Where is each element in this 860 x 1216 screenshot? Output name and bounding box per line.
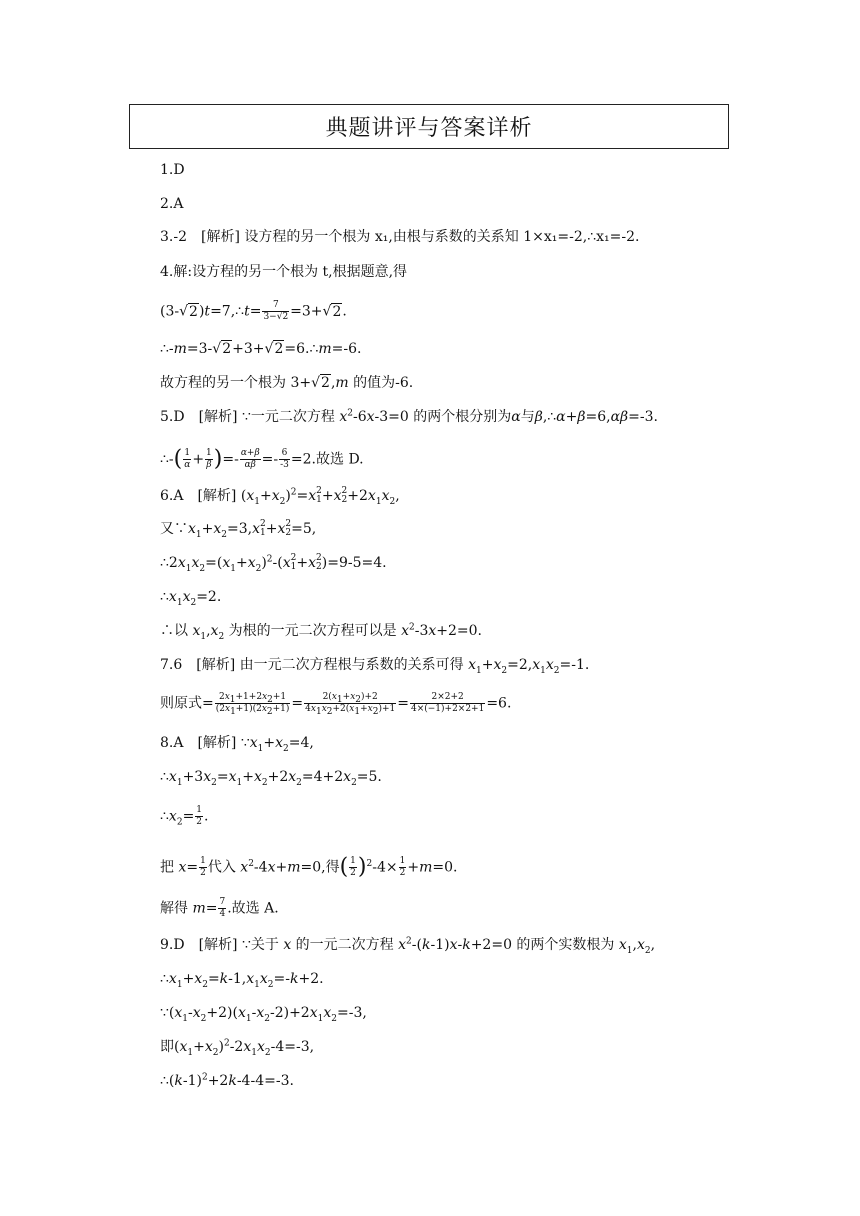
answer-7-line-1: 则原式= $\frac{2x_1+1+2x_2+1}{(2x_1+1)(2x_2+1)}$ = $\frac{2(x_1+x_2)+2}{4x_1x_2+2(x_1+x_2)+1}$ = $\frac{2\times 2+2}{4\times(-1)+2\times 2+1}$ =6. [160,692,512,717]
answer-9-line-3: 即$(x_1+x_2)^2-2x_1x_2-4=-3$, [160,1038,315,1058]
answer-5-head: 5.D [解析] ∵一元二次方程 $x^2-6x-3=0$ 的两个根分别为α与β,∴α+β=6,αβ=-3. [160,408,658,425]
answer-6-line-2: $\therefore 2x_1x_2=(x_1+x_2)^2-(x$ 2 1 +x 2 2 )=9-5=4. [160,553,387,574]
answer-8-line-1: $\therefore x_1+3x_2=x_1+x_2+2x_2=4+2x_2=5$. [160,769,382,788]
answer-6-line-3: $\therefore x_1x_2=2$. [160,589,222,608]
answer-9-head: 9.D [解析] ∵关于 x 的一元二次方程 $x^2-(k-1)x-k+2=0$ 的两个实数根为 $x_1,x_2$, [160,936,656,956]
answer-8-line-3: 把 x= $\frac{1}{2}$ 代入 $x^2-4x+m=0$,得( $\frac{1}{2}$ )$^2$-4× $\frac{1}{2}$ +m=0. [160,854,458,880]
answer-4-line-3: 故方程的另一个根为 3+√2,m 的值为-6. [160,375,414,391]
answer-9-line-1: $\therefore x_1+x_2=k-1,x_1x_2=-k+2$. [160,971,324,990]
answer-6-line-4: ∴以 $x_1,x_2$ 为根的一元二次方程可以是 $x^2-3x+2=0$. [160,622,483,642]
section-title: 典题讲评与答案详析 [129,104,729,149]
answer-6-head: 6.A [解析] $(x_1+x_2)^2=x$ 2 1 +x 2 2 $+2x_1x_2$, [160,486,400,507]
answer-1: 1.D [160,162,185,178]
answer-4-head: 4.解:设方程的另一个根为 t,根据题意,得 [160,264,408,280]
answer-8-head: 8.A [解析] $\because x_1+x_2=4$, [160,735,314,754]
answer-6-line-1: 又$\because x_1+x_2=3,x$ 2 1 +x 2 2 =5, [160,519,317,540]
answer-5-line-1: ∴-( $\frac{1}{\alpha}$ + $\frac{1}{\beta}$ )=- $\frac{\alpha+\beta}{\alpha\beta}$ =- $\frac{6}{-3}$ =2.故选 D. [160,446,364,472]
answer-8-line-2: $\therefore x_2=$ $\frac{1}{2}$ . [160,805,209,828]
answer-4-line-1: (3-√2)t=7,∴t= $\frac{7}{3-√2}$ =3+√2. [160,300,347,322]
answer-3: 3.-2 [解析] 设方程的另一个根为 x₁,由根与系数的关系知 1×x₁=-2,∴x₁=-2. [160,229,640,245]
answer-7-head: 7.6 [解析] 由一元二次方程根与系数的关系可得 $x_1+x_2=2,x_1x_2=-1$. [160,657,590,676]
answer-9-line-4: $\therefore(k-1)^2+2k-4-4=-3$. [160,1072,294,1089]
answer-8-line-4: 解得 m= $\frac{7}{4}$ .故选 A. [160,897,279,919]
answer-9-line-2: $\because(x_1-x_2+2)(x_1-x_2-2)+2x_1x_2=-3$, [160,1005,367,1024]
answer-2: 2.A [160,196,184,212]
answer-4-line-2: ∴-m=3-√2+3+√2=6.∴m=-6. [160,341,362,357]
